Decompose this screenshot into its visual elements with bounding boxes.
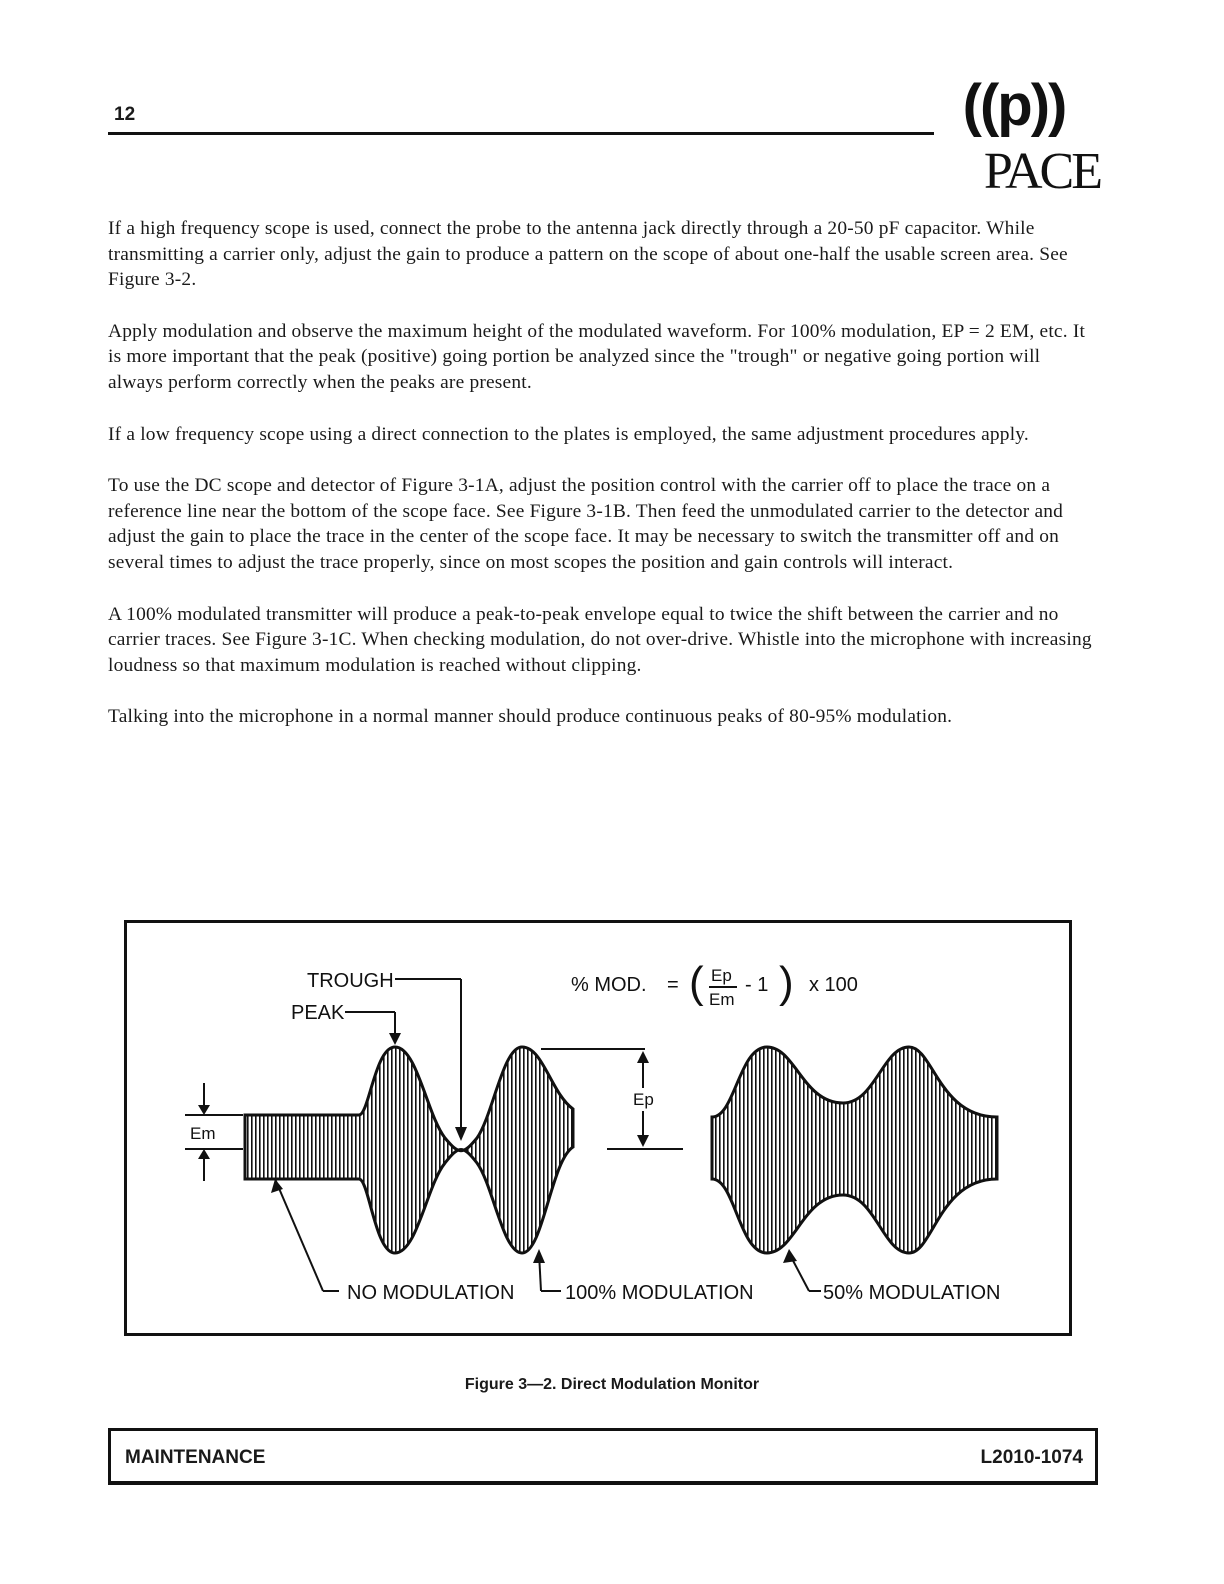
formula-minus-one: - 1 <box>745 974 769 996</box>
paragraph: To use the DC scope and detector of Figure 3-1A, adjust the position control with the carrier off to place the trace on a reference line near the bottom of the scope face. See Figure 3-1B. Then feed the unmodulated carrier to the detector and adjust the gain to place the trace in the center of the scope face. It may be necessary to switch the transmitter off and on several times to adjust the trace properly, since on most scopes the position and gain controls will interact. <box>108 475 1064 573</box>
figure-caption: Figure 3—2. Direct Modulation Monitor <box>464 1376 760 1393</box>
body-text <box>108 216 1098 756</box>
half-modulation-label: 50% MODULATION <box>823 1282 1001 1304</box>
logo-word: PACE <box>983 143 1100 200</box>
header-rule <box>108 132 934 135</box>
peak-label: PEAK <box>291 1002 345 1024</box>
paragraph: If a low frequency scope using a direct connection to the plates is employed, the same adjustment procedures apply. <box>108 423 1029 445</box>
pace-logo <box>928 73 1100 200</box>
formula-equals: = <box>667 974 679 996</box>
footer-box <box>108 1428 1098 1485</box>
formula-close-paren: ) <box>779 958 794 1007</box>
footer-section: MAINTENANCE <box>125 1447 266 1468</box>
formula-open-paren: ( <box>689 958 704 1007</box>
waveform-half-fill <box>712 1047 997 1253</box>
em-label: Em <box>190 1124 216 1143</box>
formula-prefix: % MOD. <box>571 974 647 996</box>
no-modulation-label: NO MODULATION <box>347 1282 515 1304</box>
paragraph: A 100% modulated transmitter will produce a peak-to-peak envelope equal to twice the shift between the carrier and no carrier traces. See Figure 3-1C. When checking modulation, do not over-drive. Whistle into the microphone with increasing loudness so that maximum modulation is reached without clipping. <box>108 603 1092 676</box>
modulation-diagram <box>127 923 1069 1333</box>
full-modulation-label: 100% MODULATION <box>565 1282 754 1304</box>
formula-denominator: Em <box>709 990 735 1009</box>
formula-times: x 100 <box>809 974 858 996</box>
ep-label: Ep <box>633 1090 654 1109</box>
page-number: 12 <box>114 104 136 125</box>
figure-box <box>124 920 1072 1336</box>
footer-doc-number: L2010-1074 <box>980 1447 1083 1468</box>
logo-symbol: ((p)) <box>962 73 1066 138</box>
formula-numerator: Ep <box>711 966 732 985</box>
paragraph: Talking into the microphone in a normal manner should produce continuous peaks of 80-95% modulation. <box>108 706 953 728</box>
trough-label: TROUGH <box>307 970 394 992</box>
paragraph: Apply modulation and observe the maximum height of the modulated waveform. For 100% modulation, EP = 2 EM, etc. It is more important that the peak (positive) going portion be analyzed since the "trough" or negative going portion will always perform correctly when the peaks are present. <box>108 320 1086 393</box>
paragraph: If a high frequency scope is used, connect the probe to the antenna jack directly through a 20-50 pF capacitor. While transmitting a carrier only, adjust the gain to produce a pattern on the scope of about one-half the usable screen area. See Figure 3-2. <box>108 218 1068 291</box>
